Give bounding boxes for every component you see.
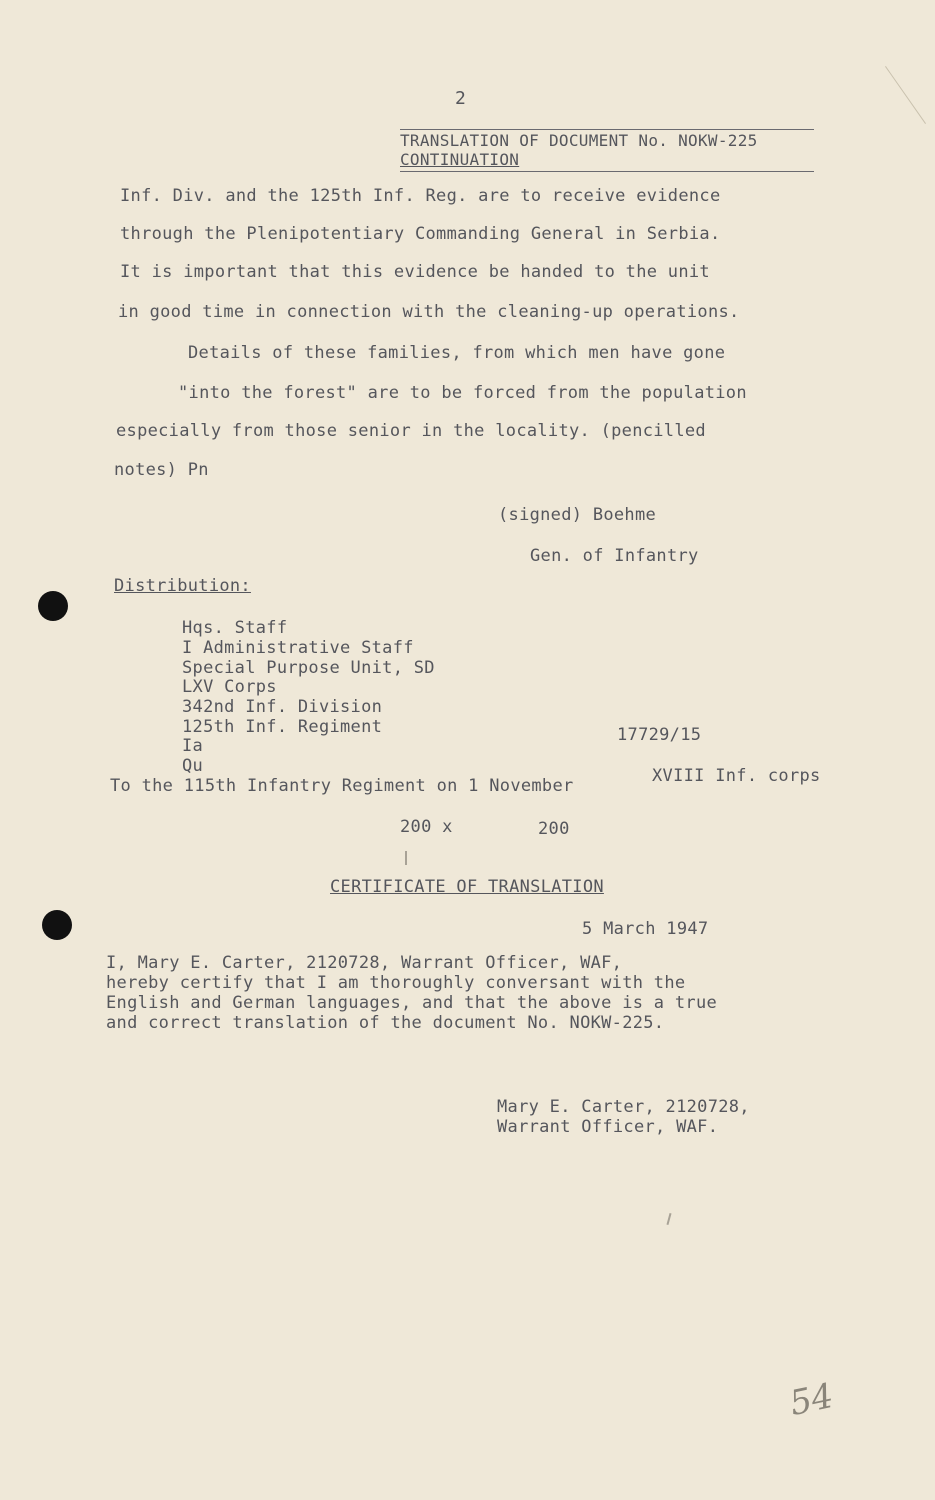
certificate-line: I, Mary E. Carter, 2120728, Warrant Officer, WAF, xyxy=(106,953,623,973)
translator-name: Mary E. Carter, 2120728, xyxy=(497,1097,750,1117)
distribution-item: 342nd Inf. Division xyxy=(182,697,383,717)
punch-hole-bottom xyxy=(42,910,72,940)
certificate-heading: CERTIFICATE OF TRANSLATION xyxy=(330,877,604,897)
page-number: 2 xyxy=(455,88,467,109)
header-rule-bottom xyxy=(400,171,814,172)
certificate-date: 5 March 1947 xyxy=(582,919,709,939)
distribution-item: Qu xyxy=(182,756,204,776)
body-line: It is important that this evidence be handed to the unit xyxy=(120,262,710,282)
body-line: especially from those senior in the locality. (pencilled xyxy=(116,421,706,441)
file-number: 17729/15 xyxy=(617,725,702,745)
header-rule-top xyxy=(400,129,814,130)
punch-hole-top xyxy=(38,591,68,621)
body-line: "into the forest" are to be forced from the population xyxy=(178,383,747,403)
certificate-line: English and German languages, and that the above is a true xyxy=(106,993,718,1013)
body-line: in good time in connection with the cleaning-up operations. xyxy=(118,302,740,322)
distribution-item: LXV Corps xyxy=(182,677,277,697)
corner-fold-mark xyxy=(885,66,926,124)
distribution-note: To the 115th Infantry Regiment on 1 November xyxy=(110,776,574,796)
distribution-item: Ia xyxy=(182,736,204,756)
body-line: through the Plenipotentiary Commanding General in Serbia. xyxy=(120,224,721,244)
handwritten-folio: 54 xyxy=(786,1375,837,1425)
continuation-label: CONTINUATION xyxy=(400,150,520,169)
body-line: notes) Pn xyxy=(114,460,209,480)
signer-rank: Gen. of Infantry xyxy=(530,546,699,566)
distribution-item: I Administrative Staff xyxy=(182,638,414,658)
distribution-item: 125th Inf. Regiment xyxy=(182,717,383,737)
distribution-heading: Distribution: xyxy=(114,576,251,596)
translator-title: Warrant Officer, WAF. xyxy=(497,1117,719,1137)
document-title: TRANSLATION OF DOCUMENT No. NOKW-225 xyxy=(400,131,758,150)
count-right: 200 xyxy=(538,819,570,839)
corps-label: XVIII Inf. corps xyxy=(652,766,821,786)
pen-mark xyxy=(405,851,407,865)
distribution-item: Hqs. Staff xyxy=(182,618,288,638)
distribution-item: Special Purpose Unit, SD xyxy=(182,658,435,678)
signed-line: (signed) Boehme xyxy=(498,505,657,525)
stray-mark xyxy=(666,1213,671,1225)
count-left: 200 x xyxy=(400,817,453,837)
certificate-line: and correct translation of the document No. NOKW-225. xyxy=(106,1013,665,1033)
certificate-line: hereby certify that I am thoroughly conversant with the xyxy=(106,973,686,993)
body-line: Inf. Div. and the 125th Inf. Reg. are to receive evidence xyxy=(120,186,721,206)
body-line: Details of these families, from which men have gone xyxy=(188,343,726,363)
